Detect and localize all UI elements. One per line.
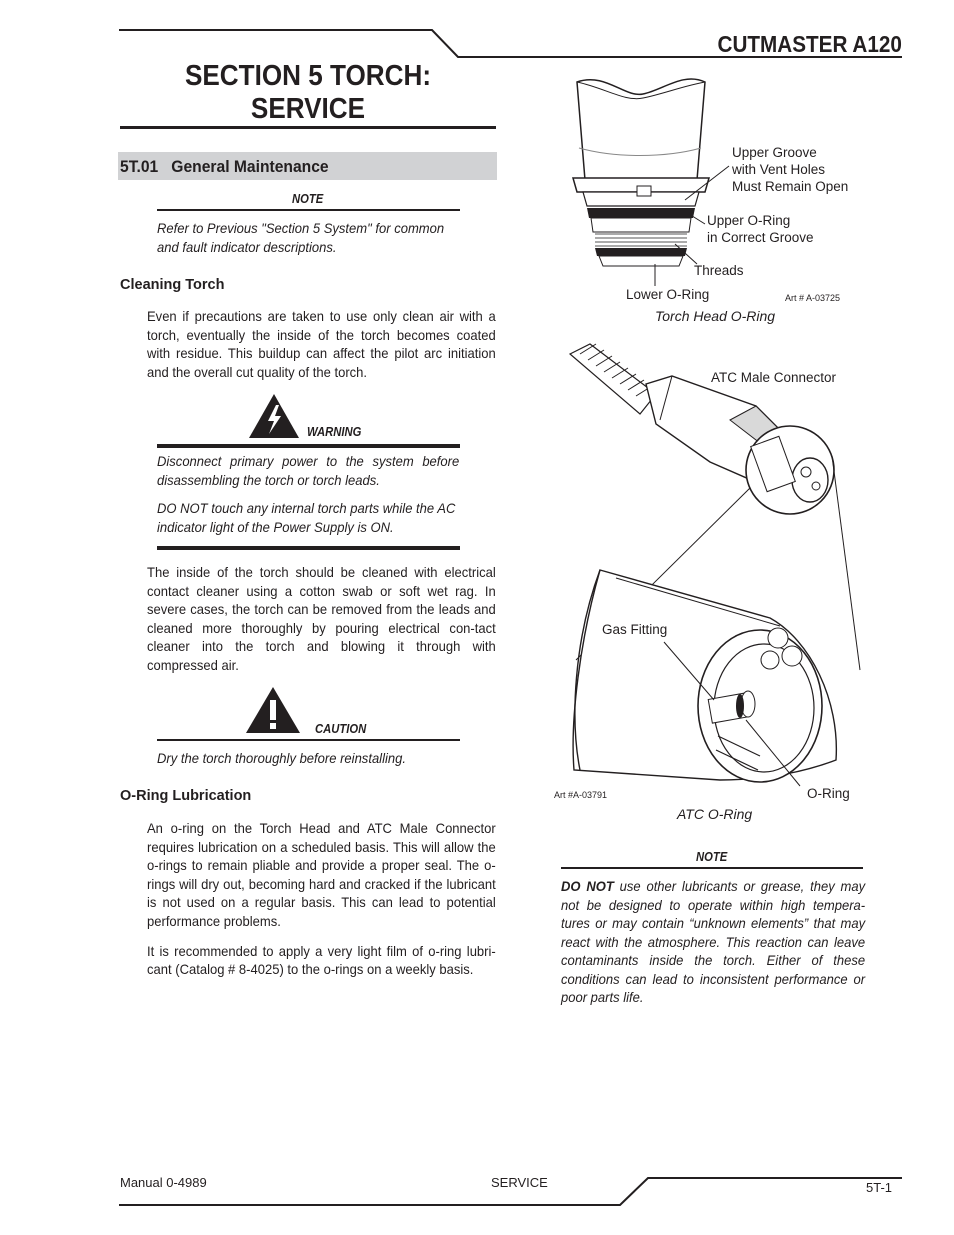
oring-para-1-text: An o-ring on the Torch Head and ATC Male Connector requires lubrication on a scheduled basis. This will allow the o-rings to remain pliable and provide a proper seal. The o-rings will dry out, becoming hard and cracked if the lubricant is not used on a regular basis. This can lead to potential performance problems.: [147, 820, 496, 929]
note-2-lead: DO NOT: [561, 878, 614, 894]
note-label: NOTE: [292, 192, 324, 206]
callout-gas-fitting: Gas Fitting: [602, 622, 668, 637]
caution-label: CAUTION: [315, 722, 367, 736]
caution-text: Dry the torch thoroughly before reinstalling.: [157, 750, 406, 766]
callout-threads: Threads: [694, 263, 744, 278]
note-2-rule: [561, 867, 863, 869]
callout-lower-oring: Lower O-Ring: [626, 287, 710, 302]
warning-label: WARNING: [307, 425, 362, 439]
note-2-label: NOTE: [696, 850, 728, 864]
cleaning-para-1: Even if precautions are taken to use only clean air with a torch, eventually the inside of the torch becomes coated with residue. This buildup can affect the pilot arc initiation and the overall cut quality of the torch.: [147, 308, 496, 380]
footer-page: 5T-1: [866, 1180, 893, 1195]
art-number-1: Art # A-03725: [785, 293, 841, 303]
warning-icon: [248, 393, 300, 439]
brand-title: CUTMASTER A120: [717, 31, 902, 57]
note-2-text: [561, 877, 865, 1007]
footer-center: SERVICE: [491, 1175, 548, 1190]
note-2-body: use other lubricants or grease, they may not be designed to operate within high tempera-tures or may contain “unknown elements” that may react with the atmosphere. This reaction can leave contaminants inside the torch. Either of these conditions can lead to inconsistent performance or poor parts life.: [561, 878, 866, 1005]
oring-heading: O-Ring Lubrication: [120, 788, 252, 804]
section-title-rule: [120, 126, 496, 129]
cleaning-heading: Cleaning Torch: [120, 277, 225, 293]
caution-rule: [157, 739, 460, 741]
caution-icon: [245, 686, 301, 734]
callout-atc-male-connector: ATC Male Connector: [711, 370, 837, 385]
warning-text-1: Disconnect primary power to the system before disassembling the torch or torch leads.: [157, 453, 460, 488]
cleaning-para-2: The inside of the torch should be cleaned with electrical contact cleaner using a cotton swab or soft wet rag. In severe cases, the torch can be removed from the leads and cleaned more thoroughly by pouring electrical con-tact cleaner into the torch and blowing it through with compressed air.: [147, 564, 496, 673]
subsection-title: 5T.01 General Maintenance: [120, 157, 329, 176]
callout-oring: O-Ring: [807, 786, 850, 801]
oring-para-1: [147, 819, 496, 990]
warning-text-2: DO NOT touch any internal torch parts while the AC indicator light of the Power Supply is ON.: [157, 500, 456, 535]
callout-upper-oring: Upper O-Ring in Correct Groove: [707, 213, 814, 245]
callout-upper-groove: Upper Groove with Vent Holes Must Remain Open: [732, 145, 849, 194]
section-title: SECTION 5 TORCH: SERVICE: [184, 60, 432, 125]
atc-connector-illustration: [560, 340, 870, 800]
oring-para-2-text: It is recommended to apply a very light film of o-ring lubri-cant (Catalog # 8-4025) to the o-rings on a weekly basis.: [147, 942, 496, 978]
warning-rule-bottom: [157, 546, 460, 550]
note-text: Refer to Previous "Section 5 System" for common and fault indicator descriptions.: [157, 220, 445, 255]
footer-manual: Manual 0-4989: [120, 1175, 207, 1190]
warning-rule-top: [157, 444, 460, 448]
figure-1-caption: Torch Head O-Ring: [655, 308, 776, 324]
art-number-2: Art #A-03791: [554, 790, 608, 800]
figure-2-caption: ATC O-Ring: [677, 806, 753, 822]
note-rule: [157, 209, 460, 211]
